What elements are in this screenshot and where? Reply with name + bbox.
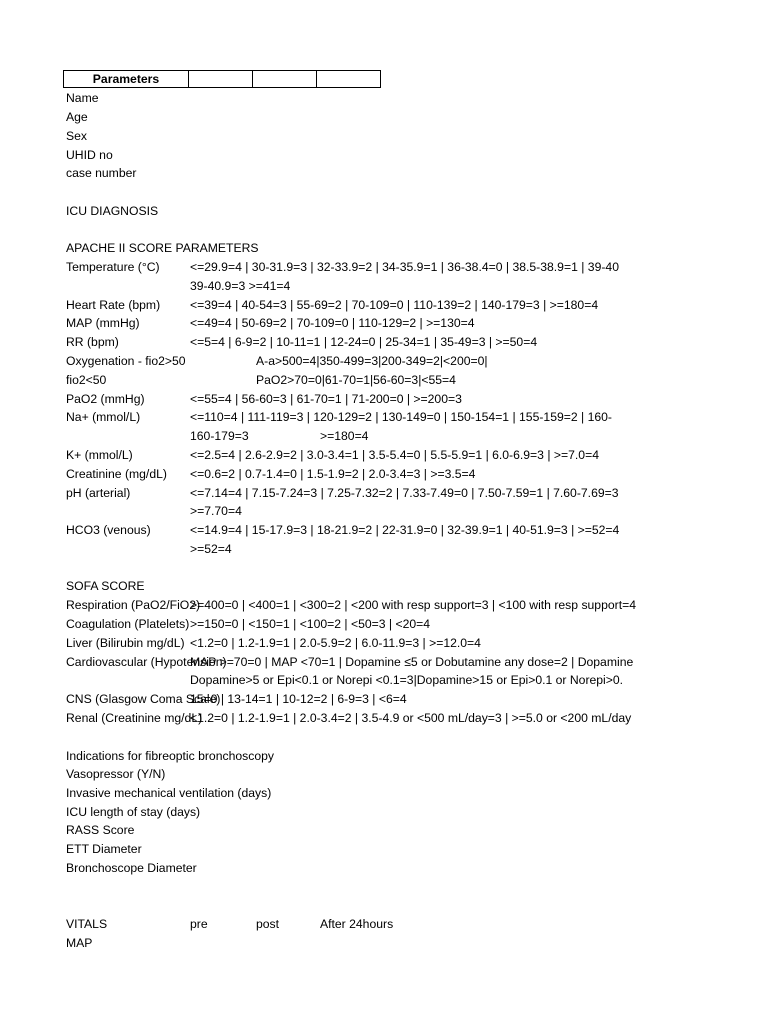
other-parameter-label: Invasive mechanical ventilation (days): [66, 786, 272, 800]
other-parameter-label: RASS Score: [66, 823, 135, 837]
other-parameter-label: ICU length of stay (days): [66, 805, 201, 819]
icu-diagnosis-heading: ICU DIAGNOSIS: [66, 204, 159, 218]
apache-row-value: <=0.6=2 | 0.7-1.4=0 | 1.5-1.9=2 | 2.0-3.4=3 | >=3.5=4: [190, 467, 476, 481]
apache-heading: APACHE II SCORE PARAMETERS: [66, 241, 259, 255]
other-parameter-label: ETT Diameter: [66, 842, 142, 856]
age-label: Age: [66, 110, 88, 124]
uhid-label: UHID no: [66, 148, 113, 162]
apache-row-value: <=39=4 | 40-54=3 | 55-69=2 | 70-109=0 | 110-139=2 | 140-179=3 | >=180=4: [190, 298, 599, 312]
case-number-label: case number: [66, 166, 137, 180]
sofa-row-label: Liver (Bilirubin mg/dL): [66, 636, 185, 650]
sofa-row-label: Renal (Creatinine mg/dL): [66, 711, 203, 725]
vitals-after-24h-header: After 24hours: [320, 917, 394, 931]
apache-row-value: <=29.9=4 | 30-31.9=3 | 32-33.9=2 | 34-35.9=1 | 36-38.4=0 | 38.5-38.9=1 | 39-40: [190, 260, 619, 274]
apache-row-label: Creatinine (mg/dL): [66, 467, 167, 481]
apache-row-value: PaO2>70=0|61-70=1|56-60=3|<55=4: [256, 373, 456, 387]
other-parameter-label: Indications for fibreoptic bronchoscopy: [66, 749, 274, 763]
vitals-map-label: MAP: [66, 936, 93, 950]
apache-row-label: fio2<50: [66, 373, 107, 387]
apache-row-label: Oxygenation - fio2>50: [66, 354, 186, 368]
apache-row-value: <=55=4 | 56-60=3 | 61-70=1 | 71-200=0 | >=200=3: [190, 392, 462, 406]
apache-row-continuation: >=180=4: [320, 429, 369, 443]
apache-row-label: pH (arterial): [66, 486, 131, 500]
apache-row-value: <=14.9=4 | 15-17.9=3 | 18-21.9=2 | 22-31.9=0 | 32-39.9=1 | 40-51.9=3 | >=52=4: [190, 523, 620, 537]
apache-row-label: HCO3 (venous): [66, 523, 151, 537]
apache-row-label: Temperature (°C): [66, 260, 160, 274]
empty-header-cell: [253, 71, 317, 88]
apache-row-value: A-a>500=4|350-499=3|200-349=2|<200=0|: [256, 354, 488, 368]
name-label: Name: [66, 91, 99, 105]
other-parameter-label: Vasopressor (Y/N): [66, 767, 166, 781]
sofa-row-label: Cardiovascular (Hypotension): [66, 655, 227, 669]
apache-row-value: <=110=4 | 111-119=3 | 120-129=2 | 130-149=0 | 150-154=1 | 155-159=2 | 160-: [190, 410, 612, 424]
sofa-row-label: Respiration (PaO2/FiO2): [66, 598, 201, 612]
sofa-heading: SOFA SCORE: [66, 579, 145, 593]
sofa-row-value: <1.2=0 | 1.2-1.9=1 | 2.0-3.4=2 | 3.5-4.9 or <500 mL/day=3 | >=5.0 or <200 mL/day: [190, 711, 632, 725]
empty-header-cell: [189, 71, 253, 88]
sofa-row-label: CNS (Glasgow Coma Scale): [66, 692, 221, 706]
apache-row-label: MAP (mmHg): [66, 316, 140, 330]
sofa-row-value: <1.2=0 | 1.2-1.9=1 | 2.0-5.9=2 | 6.0-11.9=3 | >=12.0=4: [190, 636, 481, 650]
sofa-row-value: 15=0 | 13-14=1 | 10-12=2 | 6-9=3 | <6=4: [190, 692, 407, 706]
apache-row-label: PaO2 (mmHg): [66, 392, 145, 406]
parameters-header-cell: Parameters: [64, 71, 189, 88]
apache-row-label: K+ (mmol/L): [66, 448, 133, 462]
apache-row-value: <=49=4 | 50-69=2 | 70-109=0 | 110-129=2 | >=130=4: [190, 316, 475, 330]
sex-label: Sex: [66, 129, 88, 143]
apache-row-continuation: >=7.70=4: [190, 504, 242, 518]
sofa-row-value: >=400=0 | <400=1 | <300=2 | <200 with resp support=3 | <100 with resp support=4: [190, 598, 636, 612]
apache-row-label: Heart Rate (bpm): [66, 298, 161, 312]
other-parameter-label: Bronchoscope Diameter: [66, 861, 197, 875]
sofa-row-label: Coagulation (Platelets): [66, 617, 190, 631]
apache-row-value: <=5=4 | 6-9=2 | 10-11=1 | 12-24=0 | 25-34=1 | 35-49=3 | >=50=4: [190, 335, 538, 349]
vitals-post-header: post: [256, 917, 280, 931]
vitals-pre-header: pre: [190, 917, 208, 931]
apache-row-label: Na+ (mmol/L): [66, 410, 141, 424]
apache-row-value: <=2.5=4 | 2.6-2.9=2 | 3.0-3.4=1 | 3.5-5.4=0 | 5.5-5.9=1 | 6.0-6.9=3 | >=7.0=4: [190, 448, 599, 462]
sofa-row-value: >=150=0 | <150=1 | <100=2 | <50=3 | <20=4: [190, 617, 431, 631]
apache-row-continuation: 160-179=3: [190, 429, 249, 443]
apache-row-value: <=7.14=4 | 7.15-7.24=3 | 7.25-7.32=2 | 7.33-7.49=0 | 7.50-7.59=1 | 7.60-7.69=3: [190, 486, 619, 500]
apache-row-label: RR (bpm): [66, 335, 119, 349]
sofa-row-continuation: Dopamine>5 or Epi<0.1 or Norepi <0.1=3|Dopamine>15 or Epi>0.1 or Norepi>0.: [190, 673, 624, 687]
empty-header-cell: [317, 71, 381, 88]
parameters-header-table: [63, 70, 381, 88]
apache-row-continuation: 39-40.9=3 >=41=4: [190, 279, 291, 293]
apache-row-continuation: >=52=4: [190, 542, 232, 556]
vitals-label: VITALS: [66, 917, 108, 931]
sofa-row-value: MAP >=70=0 | MAP <70=1 | Dopamine ≤5 or Dobutamine any dose=2 | Dopamine: [190, 655, 634, 669]
